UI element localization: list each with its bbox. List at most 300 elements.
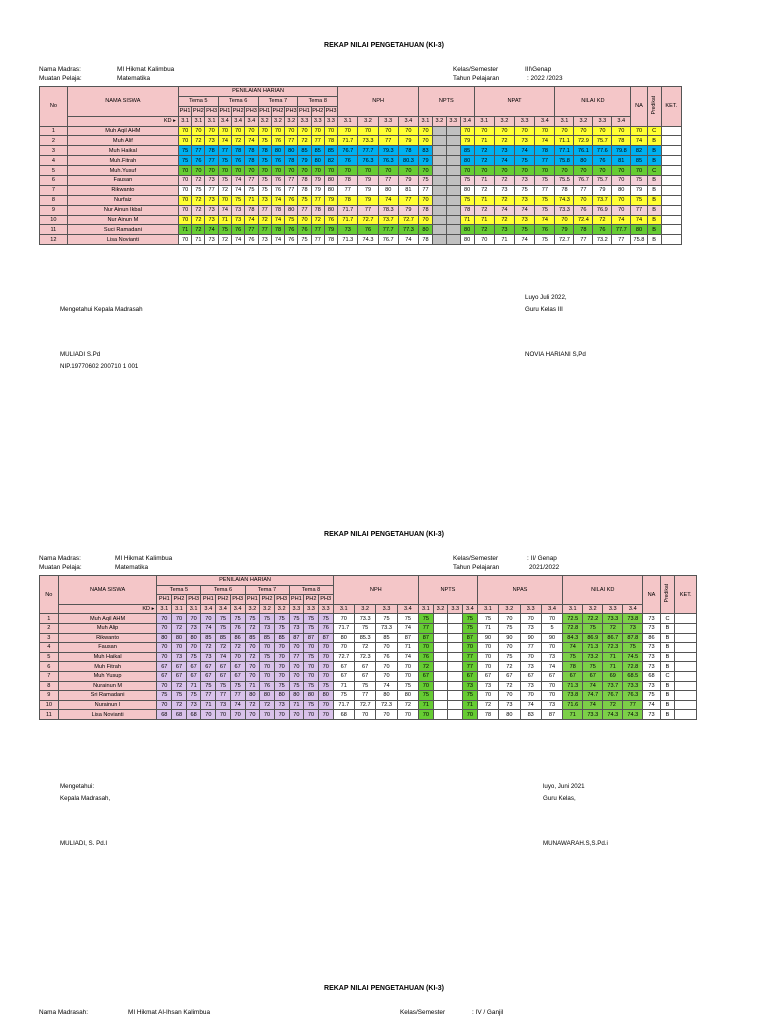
cell-nilai-kd: 71 [563,710,583,720]
table-row [40,146,682,156]
cell-no: 10 [40,215,68,225]
cell-ph: 70 [157,700,172,710]
header-kd-value: 3.1 [338,116,358,126]
cell-ph: 75 [289,681,304,691]
cell-no: 7 [40,671,59,681]
muatan-value: Matematika [117,75,151,82]
cell-npat: 73 [515,195,535,205]
cell-ph: 70 [157,614,172,624]
cell-nilai-kd: 70 [555,215,574,225]
cell-nilai-kd: 69 [603,671,623,681]
cell-nilai-kd: 71.3 [563,681,583,691]
header-ph: PH1 [299,108,310,115]
cell-ph: 70 [304,671,319,681]
cell-npat: 72 [494,215,514,225]
cell-npts [432,235,446,245]
cell-npts: 77 [419,623,434,633]
cell-ph: 72 [192,136,205,146]
cell-nph: 72.7 [333,652,354,662]
cell-ph: 70 [304,643,319,653]
header-ph: PH2 [232,108,244,115]
cell-ph: 85 [216,633,231,643]
cell-ph: 73 [258,235,271,245]
cell-npat: 73 [515,136,535,146]
cell-ph: 67 [172,662,187,672]
cell-student-name: Muh Haikal [58,652,157,662]
cell-ph: 70 [298,215,311,225]
cell-nilai-kd: 70 [574,195,593,205]
cell-ph: 72 [216,643,231,653]
header-kd-value: 3.2 [583,604,603,614]
cell-ph: 75 [258,185,271,195]
cell-nph: 76 [358,225,378,235]
cell-predikat: B [647,185,661,195]
cell-ph: 70 [201,614,216,624]
cell-npat: 75 [535,195,555,205]
cell-nilai-kd: 87.8 [623,633,643,643]
cell-ph: 70 [186,643,201,653]
cell-nilai-kd: 73.2 [593,235,612,245]
cell-ph: 75 [186,652,201,662]
table-row [40,633,697,643]
cell-ph: 67 [216,671,231,681]
cell-npat: 74 [494,205,514,215]
cell-ph: 79 [311,185,324,195]
cell-ph: 87 [289,633,304,643]
cell-ph: 70 [311,126,324,136]
cell-ph: 74 [218,136,231,146]
cell-npts [432,185,446,195]
cell-npts [446,126,460,136]
cell-ph: 78 [245,146,258,156]
cell-na: 75.8 [631,235,647,245]
cell-ph: 72 [260,700,275,710]
cell-ph: 76 [192,156,205,166]
cell-nph: 77 [358,205,378,215]
cell-ph: 67 [201,662,216,672]
cell-npat: 87 [541,710,562,720]
cell-ph: 70 [271,126,284,136]
cell-npat: 70 [541,643,562,653]
cell-nph: 70 [376,643,397,653]
cell-ph: 85 [311,146,324,156]
cell-ph: 71 [289,700,304,710]
header-ph: PH1 [246,596,258,603]
cell-npts [446,225,460,235]
cell-nph: 80.3 [398,156,418,166]
cell-ph: 75 [304,614,319,624]
header-ph: PH3 [206,108,218,115]
cell-student-name: Muh Haikal [67,146,178,156]
cell-ph: 70 [230,652,245,662]
cell-ph: 78 [232,146,245,156]
cell-ket [675,623,697,633]
madrasah-value: MI Hikmat Kalimbua [115,555,173,562]
cell-nph: 79.3 [378,146,398,156]
cell-npat: 70 [541,614,562,624]
cell-ph: 85 [201,633,216,643]
cell-nph: 74 [397,652,418,662]
cell-nph: 71.7 [338,136,358,146]
cell-na: 82 [631,146,647,156]
cell-ph: 73 [205,195,218,205]
cell-ph: 75 [186,691,201,701]
cell-npat: 74 [515,205,535,215]
cell-npat: 73 [515,215,535,225]
header-npat: NPAS [477,576,562,605]
cell-ph: 70 [285,126,298,136]
cell-ph: 80 [245,691,260,701]
header-kd-value: 3.1 [178,116,191,126]
cell-ph: 78 [324,136,337,146]
cell-ph: 75 [318,681,333,691]
madrasah-value: MI Hikmat Al-Ihsan Kalimbua [128,1009,211,1016]
cell-nph: 79 [398,136,418,146]
cell-npat: 70 [535,126,555,136]
table-row [40,225,682,235]
cell-ph: 70 [192,126,205,136]
cell-ph: 70 [258,126,271,136]
cell-predikat: B [660,643,675,653]
cell-ph: 75 [258,156,271,166]
cell-nph: 70 [398,126,418,136]
cell-ph: 71 [201,700,216,710]
cell-npts: 80 [460,225,474,235]
cell-ph: 70 [260,643,275,653]
cell-npat: 75 [515,185,535,195]
cell-npts [432,215,446,225]
cell-no: 4 [40,643,59,653]
cell-npat: 5 [541,623,562,633]
cell-student-name: Muh Aqil AHM [58,614,157,624]
cell-ph: 86 [230,633,245,643]
cell-predikat: C [660,671,675,681]
cell-ph: 75 [274,681,289,691]
header-penilaian-harian: PENILAIAN HARIAN [157,576,333,586]
cell-ph: 70 [318,662,333,672]
cell-nilai-kd: 74 [563,643,583,653]
cell-ph: 67 [230,662,245,672]
cell-ph: 73 [201,652,216,662]
cell-na: 85 [631,156,647,166]
cell-npat: 73 [477,681,498,691]
cell-npat: 77 [520,643,541,653]
cell-ket [661,215,681,225]
cell-npat: 74 [535,136,555,146]
cell-student-name: Nur Ainun Ikbal [67,205,178,215]
cell-npts [448,614,463,624]
header-ph: PH3 [188,596,200,603]
cell-nph: 79 [358,195,378,205]
header-tema: Tema 8 [289,585,333,595]
cell-no: 8 [40,681,59,691]
cell-ph: 70 [205,166,218,176]
cell-npat: 72 [499,662,520,672]
madrasah-label: Nama Madrasah: [39,1009,89,1016]
cell-nph: 67 [354,662,375,672]
cell-ph: 70 [304,662,319,672]
cell-ket [661,126,681,136]
recap-title: REKAP NILAI PENGETAHUAN (KI-3) [324,42,444,49]
cell-nilai-kd: 72.8 [563,623,583,633]
kepala-label: Mengetahui Kepala Madrasah [60,306,143,313]
cell-no: 8 [40,195,68,205]
cell-ket [661,156,681,166]
cell-npat: 67 [520,671,541,681]
cell-ph: 78 [311,205,324,215]
cell-nilai-kd: 79 [555,225,574,235]
cell-ph: 72 [172,700,187,710]
cell-npts: 70 [463,710,478,720]
header-kd-value: 3.2 [432,116,446,126]
cell-npts: 70 [460,166,474,176]
cell-no: 1 [40,614,59,624]
cell-ph: 75 [260,652,275,662]
muatan-label: Muatan Pelaja: [39,75,82,82]
header-kd-value: 3.3 [318,604,333,614]
cell-ket [661,195,681,205]
cell-na: 77 [631,205,647,215]
cell-npts: 80 [460,156,474,166]
cell-npat: 77 [535,185,555,195]
cell-npts [433,671,448,681]
cell-nph: 80 [378,185,398,195]
cell-nilai-kd: 70 [574,126,593,136]
header-kd-value: 3.4 [623,604,643,614]
cell-ph: 70 [318,700,333,710]
cell-npts: 70 [419,195,433,205]
header-kd-value: 3.4 [460,116,474,126]
cell-nph: 75 [354,681,375,691]
cell-no: 2 [40,136,68,146]
cell-nilai-kd: 73.7 [593,195,612,205]
cell-nilai-kd: 74.7 [583,691,603,701]
cell-nilai-kd: 77 [623,700,643,710]
cell-ph: 70 [245,662,260,672]
cell-ph: 70 [216,710,231,720]
cell-nilai-kd: 70 [574,166,593,176]
cell-nilai-kd: 72.3 [603,643,623,653]
cell-npts: 70 [419,126,433,136]
cell-ph: 80 [289,691,304,701]
cell-nilai-kd: 71 [603,662,623,672]
cell-ph: 75 [258,176,271,186]
cell-student-name: Sri Ramadani [58,691,157,701]
kepala-nip: NIP.19770602 200710 1 001 [60,363,139,370]
cell-ph: 74 [201,623,216,633]
cell-npts: 70 [463,643,478,653]
cell-npts: 80 [460,185,474,195]
header-tema: Tema 8 [298,96,338,106]
cell-nph: 74 [378,195,398,205]
header-ph: PH3 [325,108,337,115]
cell-nilai-kd: 74.3 [603,710,623,720]
header-predikat [647,87,661,127]
cell-ph: 70 [298,126,311,136]
cell-nph: 81 [398,185,418,195]
cell-nilai-kd: 77 [612,235,631,245]
cell-ph: 70 [318,710,333,720]
cell-ph: 75 [201,681,216,691]
cell-nph: 70 [376,662,397,672]
cell-ph: 74 [216,652,231,662]
cell-predikat: C [647,126,661,136]
cell-ph: 71 [245,195,258,205]
guru-name: NOVIA HARIANI S,Pd [525,351,586,358]
cell-ph: 73 [205,136,218,146]
cell-ph: 75 [218,225,231,235]
cell-npts [432,126,446,136]
header-kd-value: 3.2 [354,604,375,614]
cell-nilai-kd: 80 [574,156,593,166]
cell-npts [446,166,460,176]
cell-npts [448,671,463,681]
cell-ph: 73 [186,623,201,633]
cell-nilai-kd: 76.9 [593,205,612,215]
cell-ph: 80 [324,205,337,215]
cell-npat: 75 [499,652,520,662]
cell-ph: 75 [216,623,231,633]
cell-ph: 70 [218,126,231,136]
cell-ph: 87 [318,633,333,643]
header-ph: PH2 [261,596,273,603]
cell-nph: 74 [376,681,397,691]
table-row [40,235,682,245]
cell-ph: 77 [192,146,205,156]
cell-ph: 73 [216,700,231,710]
header-kd-value: 3.1 [477,604,498,614]
cell-ph: 76 [260,681,275,691]
cell-ph: 67 [216,662,231,672]
cell-ph: 75 [230,681,245,691]
header-kd-value: 3.2 [274,604,289,614]
cell-nilai-kd: 77 [574,235,593,245]
cell-student-name: Nurainun I [58,700,157,710]
cell-ph: 70 [245,643,260,653]
cell-ph: 72 [258,215,271,225]
cell-nilai-kd: 78 [574,225,593,235]
cell-ph: 70 [274,652,289,662]
cell-ph: 79 [324,195,337,205]
cell-npat: 73 [494,146,514,156]
cell-ph: 70 [218,166,231,176]
cell-na: 74 [631,215,647,225]
cell-npat: 71 [477,623,498,633]
cell-ph: 73 [205,176,218,186]
cell-ph: 73 [260,623,275,633]
cell-na: 74 [631,136,647,146]
header-ph: PH3 [245,108,257,115]
header-nph: NPH [338,87,419,117]
cell-nph: 73.3 [358,136,378,146]
cell-npat: 76 [535,225,555,235]
cell-ph: 73 [258,195,271,205]
cell-predikat: B [647,146,661,156]
cell-nilai-kd: 74.5 [623,652,643,662]
cell-nph: 67 [333,671,354,681]
header-kd-value: 3.2 [245,604,260,614]
cell-npat: 90 [499,633,520,643]
madrasah-label: Nama Madras: [39,555,81,562]
cell-npts [433,652,448,662]
cell-npat: 70 [494,166,514,176]
cell-npts [446,185,460,195]
grade-table-2 [39,575,697,720]
cell-nilai-kd: 72.4 [574,215,593,225]
cell-nph: 74 [397,623,418,633]
header-nama-siswa: NAMA SISWA [58,576,157,605]
cell-ph: 70 [289,643,304,653]
cell-no: 10 [40,700,59,710]
cell-ph: 70 [230,710,245,720]
cell-npat: 72 [494,176,514,186]
cell-nilai-kd: 80 [612,185,631,195]
cell-npts: 75 [460,195,474,205]
cell-npat: 70 [474,126,494,136]
guru-name: MUNAWARAH.S,S.Pd.i [543,840,608,847]
cell-ph: 80 [274,691,289,701]
cell-nph: 72 [354,643,375,653]
cell-nph: 70 [378,126,398,136]
cell-ph: 70 [318,652,333,662]
cell-student-name: Muh Aqil AHM [67,126,178,136]
cell-ph: 70 [245,710,260,720]
cell-ph: 70 [274,643,289,653]
cell-nilai-kd: 78 [563,662,583,672]
cell-na: 73 [643,643,660,653]
cell-ph: 70 [324,166,337,176]
cell-ph: 73 [205,235,218,245]
cell-npts [432,205,446,215]
table-row [40,156,682,166]
cell-ph: 68 [172,710,187,720]
cell-npts [433,710,448,720]
cell-nilai-kd: 73.3 [603,614,623,624]
cell-npat: 70 [499,643,520,653]
cell-ph: 85 [274,633,289,643]
header-tema: Tema 6 [201,585,245,595]
cell-npat: 75 [535,205,555,215]
cell-ph: 70 [324,126,337,136]
cell-student-name: Muh Fitrah [58,662,157,672]
cell-ph: 78 [205,146,218,156]
cell-nph: 73.3 [376,623,397,633]
cell-nilai-kd: 70 [593,166,612,176]
cell-ket [661,185,681,195]
cell-nilai-kd: 71 [603,652,623,662]
cell-npts [432,195,446,205]
cell-ph: 75 [157,691,172,701]
cell-nilai-kd: 75.5 [555,176,574,186]
cell-nilai-kd: 72.7 [555,235,574,245]
header-kd-value: 3.4 [398,116,418,126]
cell-nph: 74.3 [358,235,378,245]
cell-ph: 74 [245,215,258,225]
cell-ph: 75 [178,146,191,156]
cell-nph: 80 [333,633,354,643]
header-predikat [660,576,675,614]
cell-ph: 75 [274,623,289,633]
header-kd-value: 3.4 [218,116,231,126]
recap-title: REKAP NILAI PENGETAHUAN (KI-3) [324,985,444,992]
cell-npat: 74 [515,235,535,245]
header-na: NA [643,576,660,614]
cell-npat: 72 [499,681,520,691]
kelas-label: Kelas/Semester [453,555,499,562]
cell-ph: 75 [304,652,319,662]
cell-ph: 77 [285,185,298,195]
cell-ph: 72 [192,205,205,215]
